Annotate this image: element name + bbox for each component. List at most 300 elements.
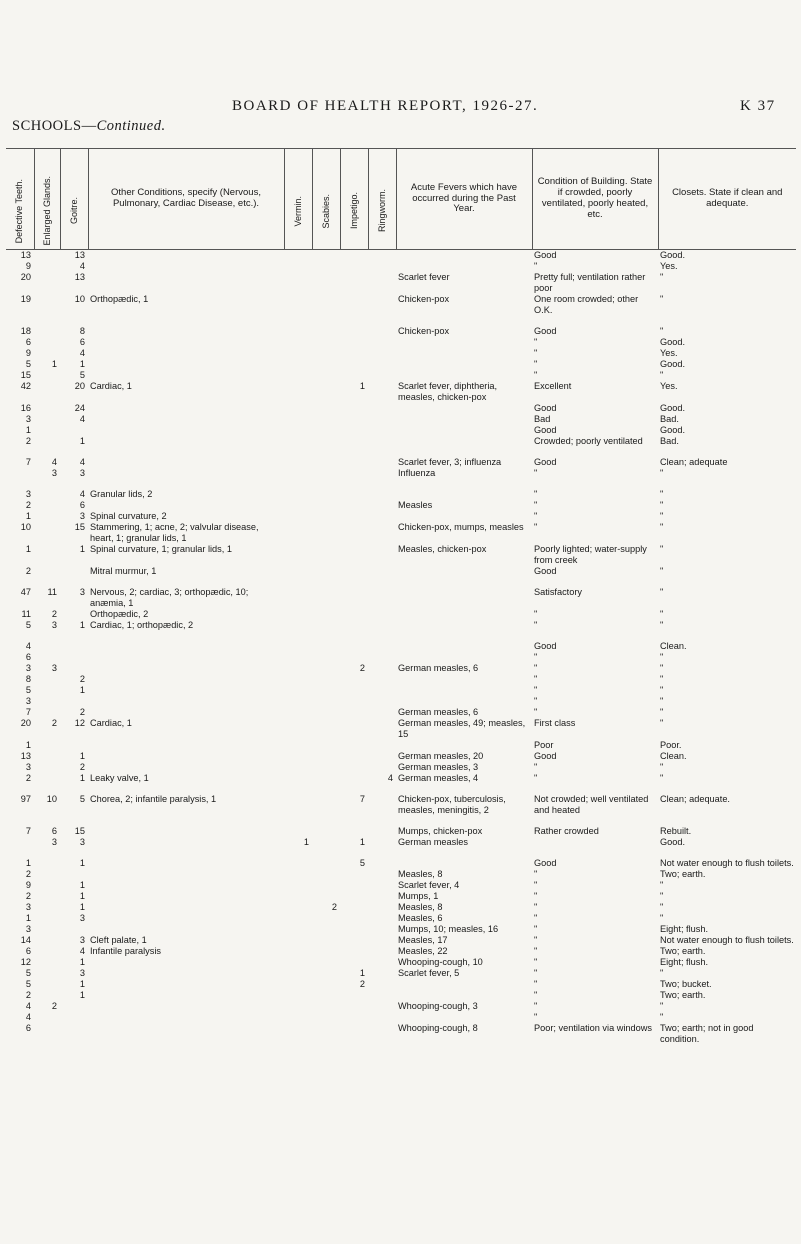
table-cell: [340, 674, 368, 685]
table-cell: 1: [51, 359, 57, 369]
table-cell: [340, 500, 368, 511]
table-cell: [88, 979, 284, 990]
table-cell: [368, 718, 396, 740]
table-cell: [312, 250, 340, 262]
table-cell: Chorea, 2; infantile paralysis, 1: [90, 794, 217, 804]
table-cell: [34, 425, 60, 436]
table-row: [6, 457, 796, 468]
table-cell: [88, 968, 284, 979]
table-cell: ": [534, 522, 538, 532]
table-cell: [88, 751, 284, 762]
table-cell: [88, 685, 284, 696]
table-cell: [312, 348, 340, 359]
table-cell: [368, 457, 396, 468]
table-cell: [312, 511, 340, 522]
table-cell: [532, 837, 658, 848]
table-cell: Stammering, 1; acne, 2; valvular disease, heart, 1; granular lids, 1: [90, 522, 259, 543]
table-row: [6, 1001, 796, 1012]
table-cell: ": [660, 968, 664, 978]
table-cell: [312, 794, 340, 816]
table-cell: 20: [20, 272, 31, 282]
table-cell: [60, 1012, 88, 1023]
table-cell: [284, 990, 312, 1001]
table-cell: [60, 652, 88, 663]
table-cell: ": [534, 468, 538, 478]
table-cell: Eight; flush.: [660, 957, 709, 967]
table-cell: 2: [25, 436, 31, 446]
table-cell: [396, 337, 532, 348]
table-row: [6, 359, 796, 370]
table-cell: [340, 957, 368, 968]
table-cell: [368, 544, 396, 566]
table-cell: [88, 641, 284, 652]
table-cell: Poor: [534, 740, 554, 750]
col-acute-fevers: Acute Fevers which have occurred during the Past Year.: [396, 149, 532, 250]
row-spacer: [6, 316, 796, 326]
table-cell: Yes.: [660, 261, 678, 271]
table-cell: [340, 544, 368, 566]
table-cell: [284, 500, 312, 511]
table-cell: [284, 968, 312, 979]
table-cell: [284, 1001, 312, 1012]
table-cell: [34, 880, 60, 891]
table-cell: [340, 1012, 368, 1023]
table-cell: Infantile paralysis: [90, 946, 161, 956]
table-cell: ": [660, 1001, 664, 1011]
table-cell: Chicken-pox, tuberculosis, measles, meningitis, 2: [398, 794, 506, 815]
table-cell: [284, 522, 312, 544]
table-cell: Clean; adequate.: [660, 794, 730, 804]
table-cell: [340, 326, 368, 337]
table-cell: [88, 707, 284, 718]
table-cell: [284, 566, 312, 577]
table-cell: ": [534, 924, 538, 934]
table-cell: [312, 620, 340, 631]
table-cell: 4: [25, 641, 31, 651]
table-row: [6, 946, 796, 957]
spacer-cell: [6, 631, 796, 641]
spacer-cell: [6, 848, 796, 858]
table-cell: ": [534, 511, 538, 521]
table-cell: 1: [79, 685, 85, 695]
table-cell: [88, 990, 284, 1001]
table-cell: [34, 773, 60, 784]
table-cell: [396, 414, 532, 425]
table-cell: 4: [79, 946, 85, 956]
table-cell: 1: [79, 990, 85, 1000]
table-cell: [368, 826, 396, 837]
table-cell: [368, 696, 396, 707]
table-cell: [34, 272, 60, 294]
table-cell: Not water enough to flush toilets.: [660, 858, 794, 868]
table-row: [6, 718, 796, 740]
table-cell: ": [660, 663, 664, 673]
table-cell: ": [660, 652, 664, 662]
table-cell: 6: [25, 652, 31, 662]
table-cell: 20: [20, 718, 31, 728]
table-cell: [34, 1023, 60, 1045]
table-cell: ": [534, 762, 538, 772]
row-spacer: [6, 447, 796, 457]
table-cell: [340, 359, 368, 370]
table-cell: ": [534, 979, 538, 989]
table-cell: [34, 337, 60, 348]
table-cell: [88, 880, 284, 891]
table-cell: Cardiac, 1; orthopædic, 2: [90, 620, 194, 630]
table-cell: [284, 403, 312, 414]
table-cell: [284, 587, 312, 609]
col-impetigo: Impetigo.: [340, 149, 368, 250]
table-cell: 4: [51, 457, 57, 467]
table-row: [6, 436, 796, 447]
table-cell: 2: [79, 674, 85, 684]
table-cell: [312, 261, 340, 272]
table-cell: [284, 674, 312, 685]
table-cell: [34, 685, 60, 696]
table-cell: [284, 457, 312, 468]
table-cell: [312, 1001, 340, 1012]
table-cell: [34, 326, 60, 337]
col-closets: Closets. State if clean and adequate.: [658, 149, 796, 250]
table-cell: [34, 641, 60, 652]
table-cell: [60, 924, 88, 935]
table-cell: [340, 566, 368, 577]
table-cell: 10: [46, 794, 57, 804]
table-cell: 1: [25, 858, 31, 868]
table-cell: [340, 707, 368, 718]
table-cell: ": [534, 935, 538, 945]
table-cell: [396, 609, 532, 620]
table-cell: [368, 1023, 396, 1045]
table-cell: Measles, 8: [398, 902, 443, 912]
table-cell: [340, 762, 368, 773]
table-cell: [312, 718, 340, 740]
table-cell: [88, 359, 284, 370]
table-cell: [340, 869, 368, 880]
table-cell: 1: [79, 891, 85, 901]
table-cell: ": [660, 326, 664, 336]
table-cell: Good: [534, 425, 557, 435]
table-cell: [368, 381, 396, 403]
table-cell: [340, 696, 368, 707]
table-cell: 11: [47, 587, 57, 597]
table-cell: [60, 566, 88, 577]
table-cell: Measles, 6: [398, 913, 443, 923]
table-cell: [396, 620, 532, 631]
table-cell: 6: [25, 337, 31, 347]
table-cell: [88, 261, 284, 272]
table-cell: 13: [74, 272, 85, 282]
col-building-condition: Condition of Building. State if crowded, poorly ventilated, poorly heated, etc.: [532, 149, 658, 250]
page-number: K 37: [740, 98, 776, 114]
table-cell: [340, 348, 368, 359]
table-cell: 1: [79, 979, 85, 989]
table-cell: [88, 869, 284, 880]
table-cell: [396, 566, 532, 577]
table-row: [6, 837, 796, 848]
table-cell: Mitral murmur, 1: [90, 566, 157, 576]
table-row: [6, 924, 796, 935]
table-cell: 7: [25, 826, 31, 836]
table-cell: [368, 858, 396, 869]
table-cell: Good: [534, 403, 557, 413]
table-cell: Good.: [660, 359, 686, 369]
table-cell: [284, 935, 312, 946]
table-cell: Cardiac, 1: [90, 718, 132, 728]
table-cell: [312, 337, 340, 348]
table-cell: [312, 674, 340, 685]
table-cell: 3: [79, 913, 85, 923]
table-cell: [368, 902, 396, 913]
table-cell: [34, 707, 60, 718]
table-cell: [368, 880, 396, 891]
table-cell: ": [534, 880, 538, 890]
table-row: [6, 500, 796, 511]
table-cell: [284, 902, 312, 913]
table-cell: [60, 1001, 88, 1012]
table-cell: 6: [25, 1023, 31, 1033]
table-row: [6, 587, 796, 609]
table-cell: [312, 652, 340, 663]
table-cell: ": [660, 500, 664, 510]
table-cell: Good: [534, 250, 557, 260]
table-cell: [396, 250, 532, 262]
table-cell: [60, 696, 88, 707]
table-cell: [284, 381, 312, 403]
table-cell: [368, 924, 396, 935]
table-cell: 3: [79, 837, 85, 847]
table-cell: ": [660, 272, 664, 282]
table-cell: 2: [51, 609, 57, 619]
table-cell: ": [534, 773, 538, 783]
table-cell: [34, 381, 60, 403]
table-cell: [312, 544, 340, 566]
table-cell: 1: [25, 544, 31, 554]
running-header: BOARD OF HEALTH REPORT, 1926-27.: [232, 98, 539, 114]
table-cell: ": [660, 696, 664, 706]
table-row: [6, 652, 796, 663]
table-cell: [34, 370, 60, 381]
table-cell: Influenza: [398, 468, 436, 478]
schools-table: [6, 148, 796, 1045]
table-cell: 2: [51, 1001, 57, 1011]
table-cell: [34, 500, 60, 511]
table-row: [6, 326, 796, 337]
table-cell: 8: [79, 326, 85, 336]
table-cell: 12: [20, 957, 31, 967]
table-cell: [34, 924, 60, 935]
table-row: [6, 707, 796, 718]
table-cell: [312, 381, 340, 403]
table-cell: [368, 751, 396, 762]
table-row: [6, 403, 796, 414]
table-cell: 47: [20, 587, 31, 597]
table-cell: [60, 663, 88, 674]
table-cell: 1: [79, 620, 85, 630]
table-cell: [284, 511, 312, 522]
table-cell: [340, 337, 368, 348]
table-cell: ": [534, 685, 538, 695]
table-cell: [396, 403, 532, 414]
table-row: [6, 425, 796, 436]
table-cell: 1: [25, 740, 31, 750]
table-cell: [284, 858, 312, 869]
table-cell: [396, 641, 532, 652]
table-cell: [340, 403, 368, 414]
table-cell: Whooping-cough, 8: [398, 1023, 478, 1033]
table-cell: Poor.: [660, 740, 682, 750]
table-cell: [88, 924, 284, 935]
table-cell: [340, 436, 368, 447]
table-cell: [312, 609, 340, 620]
table-cell: [88, 1001, 284, 1012]
table-cell: [34, 489, 60, 500]
table-cell: [368, 869, 396, 880]
table-cell: 2: [25, 566, 31, 576]
table-cell: [312, 924, 340, 935]
table-cell: [34, 762, 60, 773]
table-cell: Spinal curvature, 2: [90, 511, 167, 521]
table-cell: German measles, 49; measles, 15: [398, 718, 526, 739]
table-cell: [284, 794, 312, 816]
table-cell: Bad.: [660, 414, 679, 424]
table-cell: Bad.: [660, 436, 679, 446]
table-cell: 1: [359, 968, 365, 978]
table-cell: Cardiac, 1: [90, 381, 132, 391]
table-cell: [312, 436, 340, 447]
table-cell: ": [660, 566, 664, 576]
table-cell: Whooping-cough, 10: [398, 957, 483, 967]
table-cell: [368, 913, 396, 924]
table-cell: [312, 1012, 340, 1023]
table-cell: First class: [534, 718, 576, 728]
table-cell: [396, 489, 532, 500]
table-cell: [312, 294, 340, 316]
table-cell: [284, 641, 312, 652]
table-cell: Nervous, 2; cardiac, 3; orthopædic, 10; anæmia, 1: [90, 587, 249, 608]
table-cell: 1: [359, 381, 365, 391]
table-cell: 3: [51, 837, 57, 847]
table-cell: [396, 359, 532, 370]
table-cell: German measles, 4: [398, 773, 479, 783]
table-cell: [88, 326, 284, 337]
table-cell: 1: [79, 359, 85, 369]
table-cell: Orthopædic, 1: [90, 294, 149, 304]
table-cell: [340, 250, 368, 262]
table-cell: 20: [74, 381, 85, 391]
table-row: [6, 740, 796, 751]
table-cell: [34, 935, 60, 946]
table-cell: [368, 250, 396, 262]
table-cell: [368, 261, 396, 272]
table-cell: [284, 272, 312, 294]
table-cell: [34, 957, 60, 968]
table-row: [6, 1023, 796, 1045]
table-cell: [284, 869, 312, 880]
table-row: [6, 522, 796, 544]
table-cell: [34, 979, 60, 990]
table-row: [6, 794, 796, 816]
table-cell: 3: [79, 935, 85, 945]
spacer-cell: [6, 577, 796, 587]
table-cell: [88, 457, 284, 468]
table-cell: 15: [20, 370, 31, 380]
table-cell: [368, 641, 396, 652]
table-cell: Good: [534, 858, 557, 868]
table-cell: [284, 359, 312, 370]
table-cell: 3: [79, 587, 85, 597]
table-cell: [312, 566, 340, 577]
table-cell: [340, 370, 368, 381]
table-cell: Yes.: [660, 381, 678, 391]
table-cell: [340, 457, 368, 468]
table-cell: Orthopædic, 2: [90, 609, 149, 619]
table-cell: [312, 880, 340, 891]
table-cell: 4: [79, 457, 85, 467]
table-cell: ": [534, 990, 538, 1000]
table-row: [6, 348, 796, 359]
table-cell: [34, 968, 60, 979]
table-row: [6, 468, 796, 479]
table-cell: [284, 620, 312, 631]
table-cell: Satisfactory: [534, 587, 582, 597]
table-cell: 7: [359, 794, 365, 804]
table-cell: Measles, 8: [398, 869, 443, 879]
table-cell: [34, 696, 60, 707]
spacer-cell: [6, 816, 796, 826]
table-cell: [34, 566, 60, 577]
table-cell: [368, 740, 396, 751]
table-cell: ": [534, 707, 538, 717]
table-cell: German measles, 20: [398, 751, 484, 761]
table-cell: [368, 522, 396, 544]
table-cell: ": [534, 902, 538, 912]
table-cell: [368, 794, 396, 816]
table-cell: 42: [20, 381, 31, 391]
table-cell: ": [534, 359, 538, 369]
table-cell: [368, 620, 396, 631]
table-cell: 1: [79, 544, 85, 554]
table-cell: [368, 685, 396, 696]
table-cell: [284, 773, 312, 784]
table-cell: [340, 414, 368, 425]
table-cell: [312, 979, 340, 990]
table-cell: Good.: [660, 837, 686, 847]
table-cell: Cleft palate, 1: [90, 935, 147, 945]
table-cell: Chicken-pox: [398, 294, 450, 304]
table-cell: [396, 740, 532, 751]
table-cell: [312, 414, 340, 425]
table-cell: 2: [25, 990, 31, 1000]
table-cell: [88, 674, 284, 685]
table-cell: 6: [79, 500, 85, 510]
table-cell: [312, 826, 340, 837]
table-cell: [88, 250, 284, 262]
table-cell: [368, 1012, 396, 1023]
table-cell: 5: [359, 858, 365, 868]
table-cell: [34, 869, 60, 880]
table-cell: [88, 858, 284, 869]
table-cell: 1: [79, 957, 85, 967]
table-cell: [34, 348, 60, 359]
table-cell: ": [660, 891, 664, 901]
table-cell: [312, 891, 340, 902]
table-cell: [396, 858, 532, 869]
table-row: [6, 272, 796, 294]
table-cell: [368, 957, 396, 968]
table-cell: [284, 762, 312, 773]
table-cell: 3: [79, 968, 85, 978]
